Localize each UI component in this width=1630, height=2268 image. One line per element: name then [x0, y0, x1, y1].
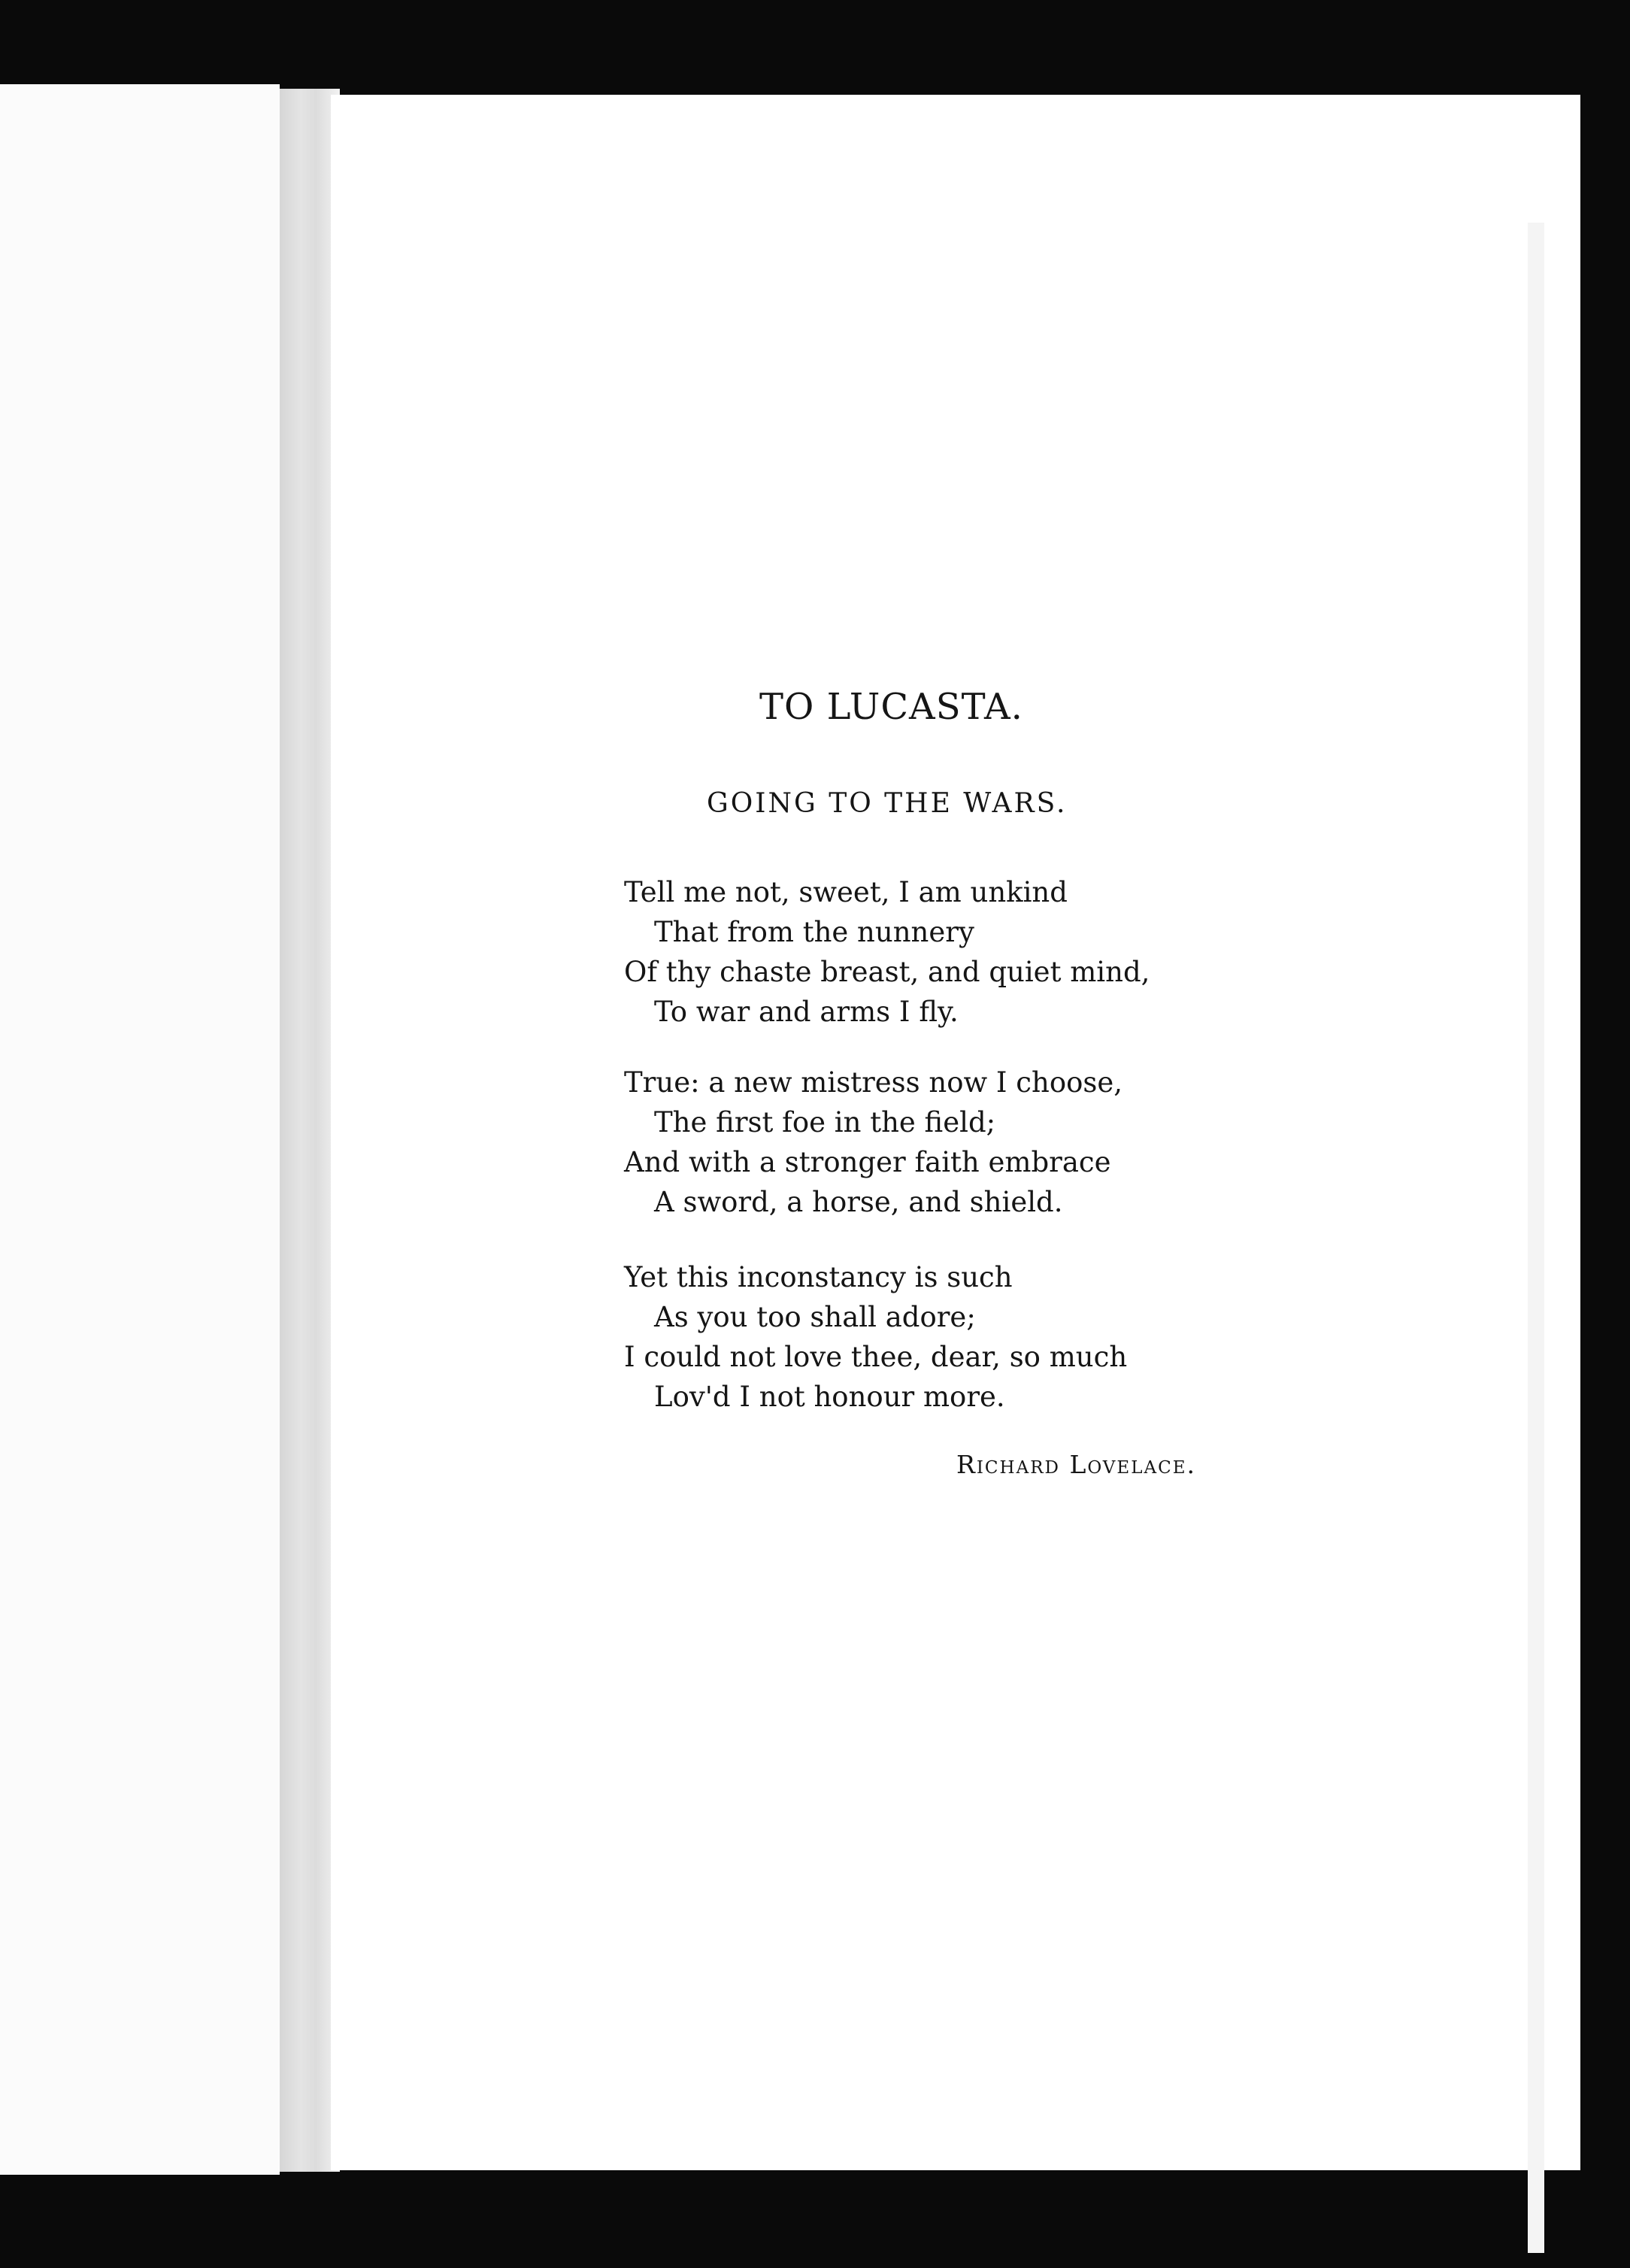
poem-line: Lov'd I not honour more. — [654, 1381, 1005, 1413]
poem-line: Yet this inconstancy is such — [624, 1261, 1013, 1293]
left-page — [0, 84, 280, 2175]
poem-line: The first foe in the field; — [654, 1106, 996, 1139]
stanza-2 — [624, 1063, 1286, 1222]
poem-line: As you too shall adore; — [654, 1301, 976, 1333]
poem-subtitle: GOING TO THE WARS. — [707, 788, 1068, 819]
poem-line: I could not love thee, dear, so much — [624, 1341, 1128, 1373]
poem-author: Richard Lovelace. — [956, 1450, 1196, 1479]
poem-line: True: a new mistress now I choose, — [624, 1066, 1123, 1099]
poem-line: A sword, a horse, and shield. — [654, 1186, 1063, 1218]
poem-line: And with a stronger faith embrace — [624, 1146, 1111, 1178]
poem-line: Of thy chaste breast, and quiet mind, — [624, 956, 1150, 988]
poem-line: That from the nunnery — [654, 916, 974, 948]
page-edge — [1528, 223, 1544, 2253]
poem-line: Tell me not, sweet, I am unkind — [624, 876, 1068, 908]
poem-title: TO LUCASTA. — [759, 686, 1023, 728]
poem-line: To war and arms I fly. — [654, 996, 959, 1028]
stanza-3 — [624, 1257, 1286, 1417]
stanza-1 — [624, 872, 1286, 1032]
